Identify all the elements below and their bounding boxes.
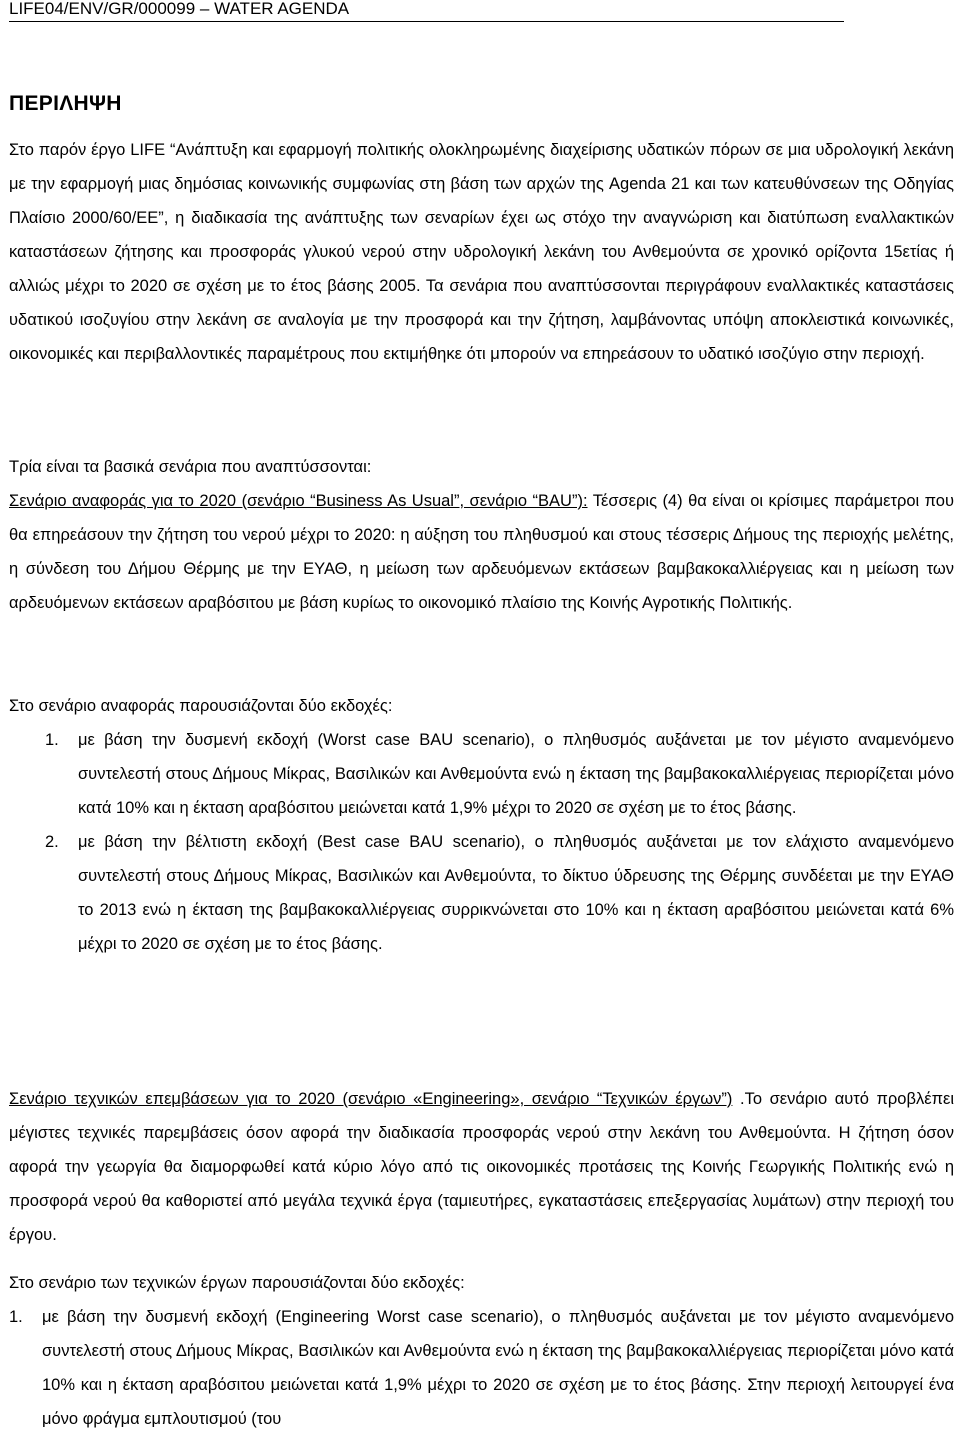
list-item: [9, 1300, 954, 1436]
engineering-options-list: [9, 1300, 954, 1436]
engineering-scenario-paragraph: [9, 1082, 954, 1252]
list-item: [45, 825, 954, 961]
running-header: LIFE04/ENV/GR/000099 – WATER AGENDA: [9, 0, 844, 22]
bau-options-intro: Στο σενάριο αναφοράς παρουσιάζονται δύο εκδοχές:: [9, 697, 393, 715]
list-item-number: 1.: [9, 1308, 23, 1326]
list-item-text: με βάση την δυσμενή εκδοχή (Engineering Worst case scenario), ο πληθυσμός αυξάνεται με τον μέγιστο αναμενόμενο συντελεστή στους Δήμους Μίκρας, Βασιλικών και Ανθεμούντα ενώ η έκταση της βαμβακοκαλλιέργειας περιορίζεται μόνο κατά 10% και η έκταση αραβόσιτου μειώνεται κατά 1,9% μέχρι το 2020 σε σχέση με το έτος βάσης. Στην περιοχή λειτουργεί ένα μόνο φράγμα εμπλουτισμού (του: [42, 1308, 954, 1428]
summary-paragraph-2: Τρία είναι τα βασικά σενάρια που αναπτύσσονται:: [9, 458, 372, 476]
list-item-number: 2.: [45, 833, 59, 851]
list-item-text: με βάση την βέλτιστη εκδοχή (Best case BAU scenario), ο πληθυσμός αυξάνεται με τον ελάχιστο αναμενόμενο συντελεστή στους Δήμους Μίκρας, Βασιλικών και Ανθεμούντα, το δίκτυο ύδρευσης της Θέρμης συνδέεται με την ΕΥΑΘ το 2013 ενώ η έκταση της βαμβακοκαλλιέργειας συρρικνώνεται στο 10% και η έκταση αραβόσιτου μειώνεται κατά 6% μέχρι το 2020 σε σχέση με το έτος βάσης.: [78, 833, 954, 953]
engineering-options-intro: Στο σενάριο των τεχνικών έργων παρουσιάζονται δύο εκδοχές:: [9, 1274, 465, 1292]
list-item-text: με βάση την δυσμενή εκδοχή (Worst case BAU scenario), ο πληθυσμός αυξάνεται με τον μέγιστο αναμενόμενο συντελεστή στους Δήμους Μίκρας, Βασιλικών και Ανθεμούντα ενώ η έκταση της βαμβακοκαλλιέργειας περιορίζεται μόνο κατά 10% και η έκταση αραβόσιτου μειώνεται κατά 1,9% μέχρι το 2020 σε σχέση με το έτος βάσης.: [78, 731, 954, 817]
bau-scenario-heading: Σενάριο αναφοράς για το 2020 (σενάριο “Business As Usual”, σενάριο “BAU”):: [9, 492, 588, 510]
bau-scenario-text: Τέσσερις (4) θα είναι οι κρίσιμες παράμετροι που θα επηρεάσουν την ζήτηση του νερού μέχρι το 2020: η αύξηση του πληθυσμού και στους τέσσερις Δήμους της περιοχής μελέτης, η σύνδεση του Δήμου Θέρμης με την ΕΥΑΘ, η μείωση των αρδευόμενων εκτάσεων βαμβακοκαλλιέργειας και η μείωση των αρδευόμενων εκτάσεων αραβόσιτου με βάση κυρίως το οικονομικό πλαίσιο της Κοινής Αγροτικής Πολιτικής.: [9, 492, 954, 612]
bau-options-list: [45, 723, 954, 961]
summary-paragraph-1: Στο παρόν έργο LIFE “Ανάπτυξη και εφαρμογή πολιτικής ολοκληρωμένης διαχείρισης υδατικών πόρων σε μια υδρολογική λεκάνη με την εφαρμογή μιας δημόσιας κοινωνικής συμφωνίας στη βάση των αρχών της Agenda 21 και των κατευθύνσεων της Οδηγίας Πλαίσιο 2000/60/ΕΕ”, η διαδικασία της ανάπτυξης των σεναρίων έχει ως στόχο την αναγνώριση και διατύπωση εναλλακτικών καταστάσεων ζήτησης και προσφοράς γλυκού νερού στην υδρολογική λεκάνη του Ανθεμούντα σε χρονικό ορίζοντα 15ετίας ή αλλιώς μέχρι το 2020 σε σχέση με το έτος βάσης 2005. Τα σενάρια που αναπτύσσονται περιγράφουν εναλλακτικές καταστάσεις υδατικού ισοζυγίου στην λεκάνη σε αναλογία με την προσφορά και την ζήτηση, λαμβάνοντας υπόψη αποκλειστικά κοινωνικές, οικονομικές και περιβαλλοντικές παραμέτρους που εκτιμήθηκε ότι μπορούν να επηρεάσουν το υδατικό ισοζύγιο στην περιοχή.: [9, 141, 954, 363]
engineering-scenario-text: .Το σενάριο αυτό προβλέπει μέγιστες τεχνικές παρεμβάσεις όσον αφορά την διαδικασία προσφοράς νερού στην λεκάνη του Ανθεμούντα. Η ζήτηση όσον αφορά την γεωργία θα διαμορφωθεί κατά κύριο λόγο από τις οικονομικές προτάσεις της Κοινής Γεωργικής Πολιτικής ενώ η προσφορά νερού θα καθοριστεί από μεγάλα τεχνικά έργα (ταμιευτήρες, εγκαταστάσεις επεξεργασίας λυμάτων) στην περιοχή του έργου.: [9, 1090, 954, 1244]
section-title: ΠΕΡΙΛΗΨΗ: [9, 92, 122, 115]
list-item-number: 1.: [45, 731, 59, 749]
bau-scenario-paragraph: [9, 484, 954, 620]
list-item: [45, 723, 954, 825]
engineering-scenario-heading: Σενάριο τεχνικών επεμβάσεων για το 2020 (σενάριο «Engineering», σενάριο “Τεχνικών έργων”): [9, 1090, 733, 1108]
